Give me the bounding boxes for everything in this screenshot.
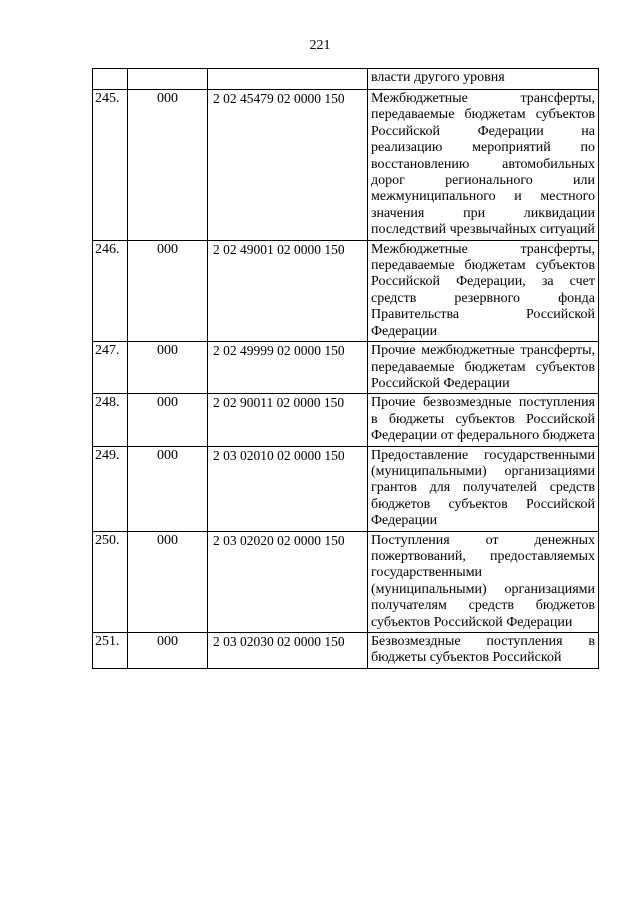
income-description: Предоставление государственными (муниципальными) организациями грантов для получателей средств бюджетов субъектов Российской Федерации [368,446,599,531]
table-row [93,342,599,394]
budget-classification-code: 2 02 90011 02 0000 150 [208,394,368,446]
admin-code: 000 [128,90,208,241]
income-description: Прочие безвозмездные поступления в бюджеты субъектов Российской Федерации от федерального бюджета [368,394,599,446]
income-description: Прочие межбюджетные трансферты, передаваемые бюджетам субъектов Российской Федерации [368,342,599,394]
table-row [93,446,599,531]
income-description: Безвозмездные поступления в бюджеты субъектов Российской [368,633,599,669]
row-number: 246. [93,240,128,341]
row-number: 245. [93,90,128,241]
admin-code: 000 [128,342,208,394]
row-number: 249. [93,446,128,531]
admin-code: 000 [128,240,208,341]
row-number: 251. [93,633,128,669]
row-number: 250. [93,531,128,632]
table-body [93,69,599,669]
table-row [93,531,599,632]
table-row [93,633,599,669]
budget-codes-table [92,68,599,669]
admin-code [128,69,208,90]
admin-code: 000 [128,633,208,669]
income-description: Поступления от денежных пожертвований, предоставляемых государственными (муниципальными) организациями получателям средств бюджетов субъектов Российской Федерации [368,531,599,632]
budget-classification-code: 2 03 02030 02 0000 150 [208,633,368,669]
budget-classification-code: 2 03 02020 02 0000 150 [208,531,368,632]
row-number: 248. [93,394,128,446]
income-description: власти другого уровня [368,69,599,90]
admin-code: 000 [128,446,208,531]
budget-classification-code: 2 03 02010 02 0000 150 [208,446,368,531]
table-row [93,69,599,90]
budget-classification-code: 2 02 45479 02 0000 150 [208,90,368,241]
income-description: Межбюджетные трансферты, передаваемые бюджетам субъектов Российской Федерации, за счет средств резервного фонда Правительства Российской Федерации [368,240,599,341]
admin-code: 000 [128,531,208,632]
budget-classification-code [208,69,368,90]
table-row [93,90,599,241]
row-number: 247. [93,342,128,394]
table-row [93,240,599,341]
page-number: 221 [309,38,331,53]
budget-classification-code: 2 02 49001 02 0000 150 [208,240,368,341]
table-row [93,394,599,446]
income-description: Межбюджетные трансферты, передаваемые бюджетам субъектов Российской Федерации на реализацию мероприятий по восстановлению автомобильных дорог регионального или межмуниципального и местного значения при ликвидации последствий чрезвычайных ситуаций [368,90,599,241]
admin-code: 000 [128,394,208,446]
row-number [93,69,128,90]
budget-classification-code: 2 02 49999 02 0000 150 [208,342,368,394]
